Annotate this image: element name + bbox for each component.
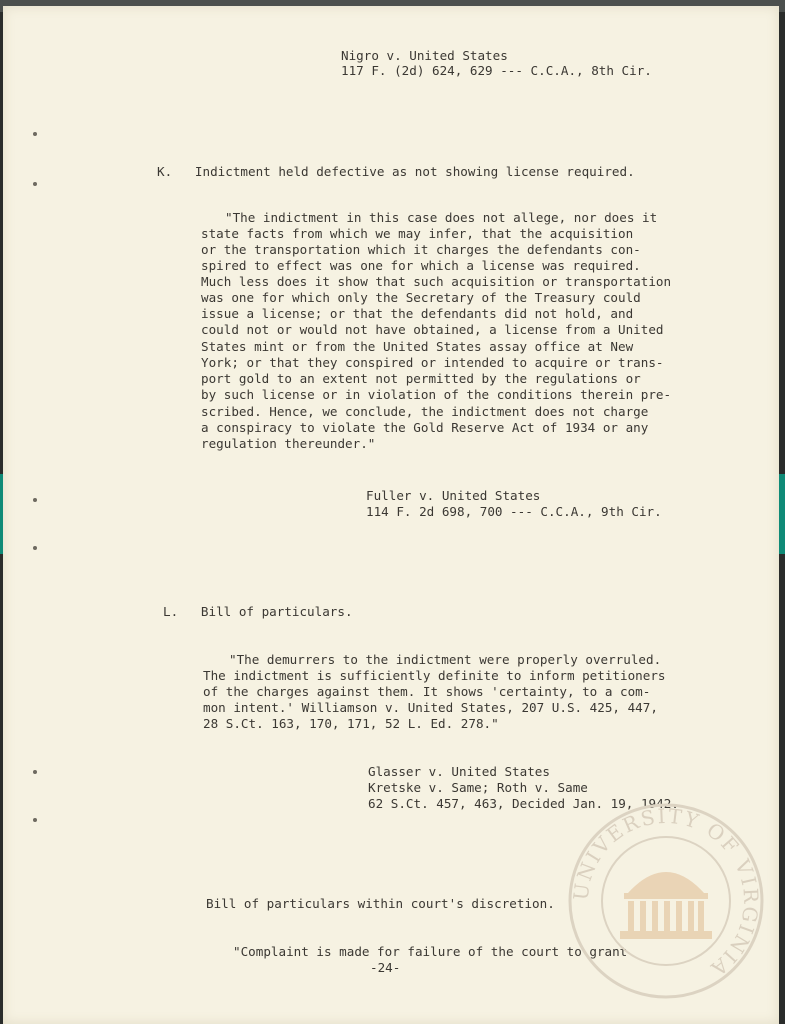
punch-hole <box>33 498 37 502</box>
quote-line: States mint or from the United States assay office at New <box>201 339 634 354</box>
punch-hole <box>33 770 37 774</box>
page-number: -24- <box>370 960 401 975</box>
quote-line: issue a license; or that the defendants did not hold, and <box>201 306 634 321</box>
quote-line: spired to effect was one for which a license was required. <box>201 258 641 273</box>
quote-line: state facts from which we may infer, that the acquisition <box>201 226 634 241</box>
punch-hole <box>33 546 37 550</box>
quote-line: Much less does it show that such acquisition or transportation <box>201 274 672 289</box>
quote-line: could not or would not have obtained, a license from a United <box>201 322 664 337</box>
quote-line: 28 S.Ct. 163, 170, 171, 52 L. Ed. 278." <box>203 716 499 731</box>
punch-hole <box>33 818 37 822</box>
quote-line: "The demurrers to the indictment were properly overruled. <box>229 652 662 667</box>
quote-line: scribed. Hence, we conclude, the indictment does not charge <box>201 404 649 419</box>
citation-line: 62 S.Ct. 457, 463, Decided Jan. 19, 1942. <box>368 796 679 811</box>
citation-reporter: 114 F. 2d 698, 700 --- C.C.A., 9th Cir. <box>366 504 662 519</box>
quote-line: regulation thereunder." <box>201 436 376 451</box>
punch-hole <box>33 182 37 186</box>
quote-line: of the charges against them. It shows 'certainty, to a com- <box>203 684 651 699</box>
quote-line: port gold to an extent not permitted by the regulations or <box>201 371 641 386</box>
university-seal-watermark <box>568 803 764 999</box>
quote-line: a conspiracy to violate the Gold Reserve Act of 1934 or any <box>201 420 649 435</box>
quote-line: "Complaint is made for failure of the court to grant <box>233 944 628 959</box>
quote-line: York; or that they conspired or intended to acquire or trans- <box>201 355 664 370</box>
subsection-heading: Bill of particulars within court's discretion. <box>206 896 555 911</box>
citation-line: Glasser v. United States <box>368 764 550 779</box>
header-case-name: Nigro v. United States <box>341 48 508 63</box>
section-k-heading: K. Indictment held defective as not showing license required. <box>157 164 635 179</box>
section-l-heading: L. Bill of particulars. <box>163 604 353 619</box>
quote-line: or the transportation which it charges the defendants con- <box>201 242 641 257</box>
quote-line: "The indictment in this case does not allege, nor does it <box>225 210 658 225</box>
quote-line: by such license or in violation of the conditions therein pre- <box>201 387 672 402</box>
svg-text:UNIVERSITY OF VIRGINIA: UNIVERSITY OF VIRGINIA <box>568 803 764 982</box>
quote-line: mon intent.' Williamson v. United States, 207 U.S. 425, 447, <box>203 700 658 715</box>
quote-line: The indictment is sufficiently definite to inform petitioners <box>203 668 666 683</box>
citation-case-name: Fuller v. United States <box>366 488 541 503</box>
citation-line: Kretske v. Same; Roth v. Same <box>368 780 588 795</box>
quote-line: was one for which only the Secretary of the Treasury could <box>201 290 641 305</box>
punch-hole <box>33 132 37 136</box>
header-reporter: 117 F. (2d) 624, 629 --- C.C.A., 8th Cir. <box>341 63 652 78</box>
